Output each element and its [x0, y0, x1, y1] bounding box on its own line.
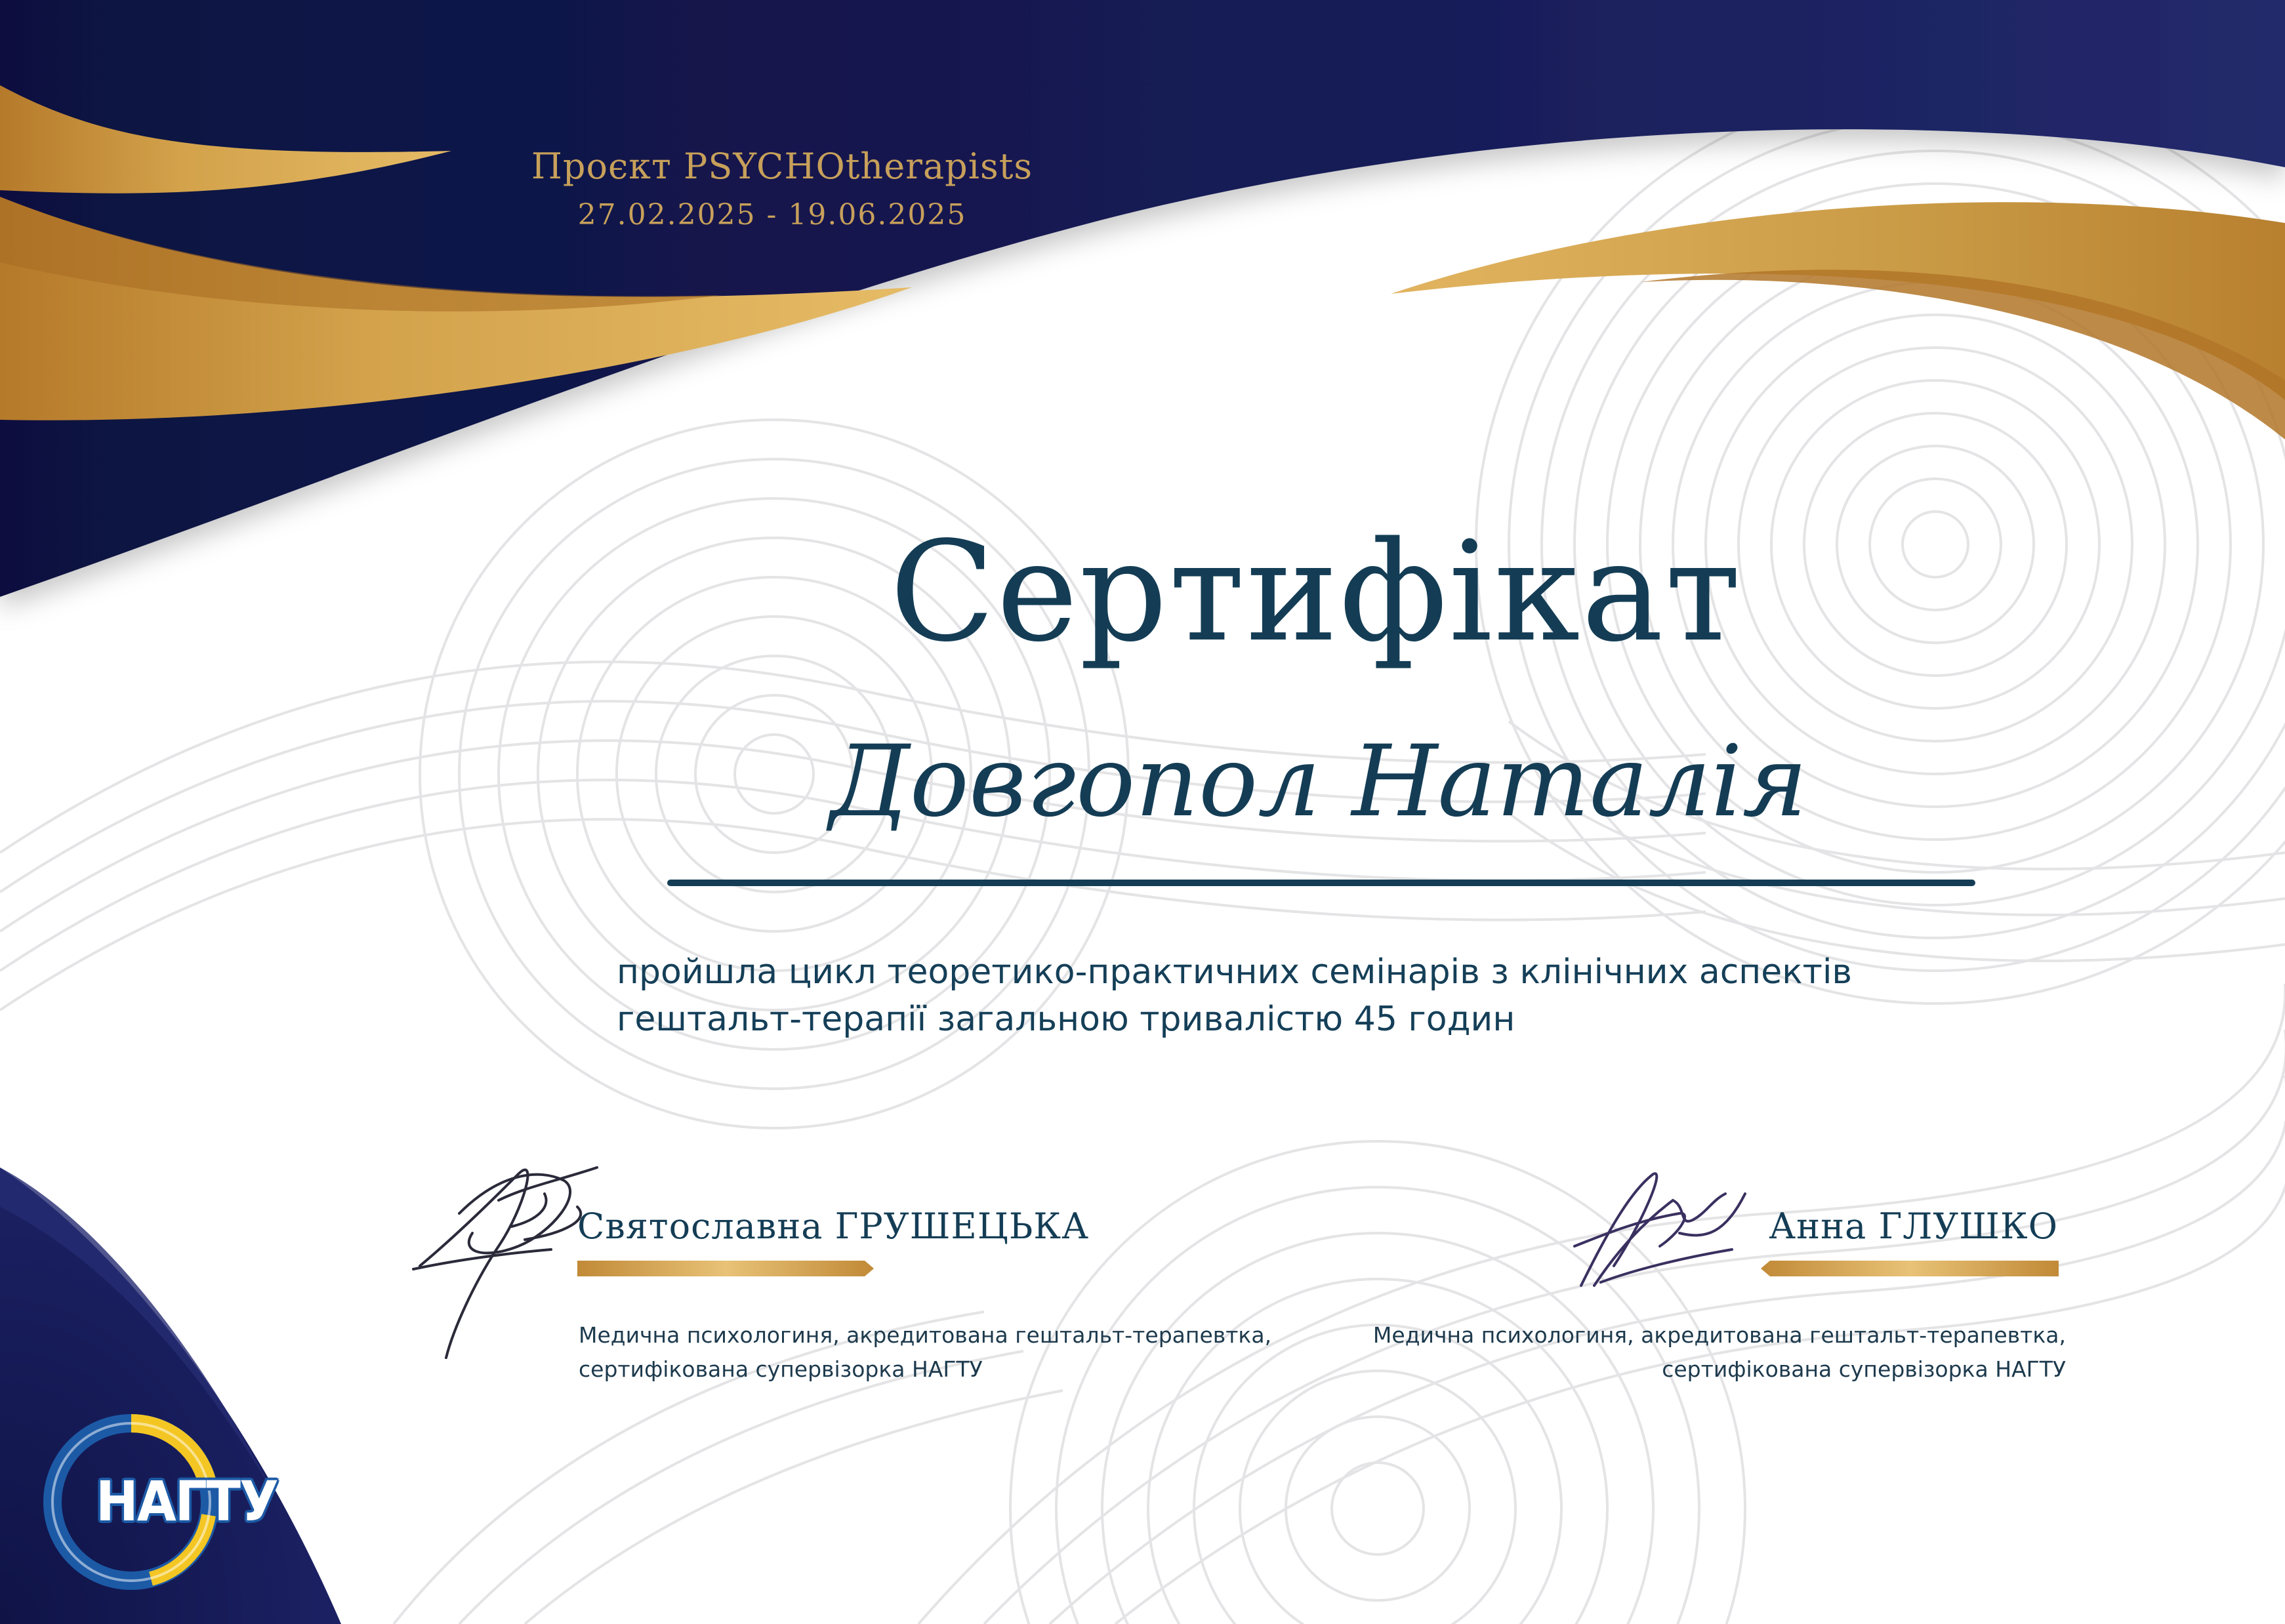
- right-name-ribbon: [1761, 1261, 2059, 1276]
- signature-right: [1575, 1173, 1745, 1286]
- signatory-left-role: [579, 1318, 1271, 1387]
- signature-left: [413, 1167, 597, 1358]
- certificate-title: Сертифікат: [890, 512, 1742, 672]
- signatory-left-name: Святославна ГРУШЕЦЬКА: [577, 1206, 1089, 1247]
- description-line-2: гештальт-терапії загальною тривалістю 45 годин: [617, 1000, 1515, 1039]
- description-line-1: пройшла цикл теоретико-практичних семінарів з клінічних аспектів: [617, 952, 1853, 992]
- signatory-right-role: [1373, 1318, 2066, 1387]
- signatory-right-role-line-2: сертифікована супервізорка НАГТУ: [1662, 1356, 2066, 1382]
- signatory-right-role-line-1: Медична психологиня, акредитована гештальт-терапевтка,: [1372, 1322, 2066, 1348]
- left-name-ribbon: [577, 1261, 874, 1276]
- recipient-underline: [667, 880, 1975, 886]
- nagtu-logo-text: НАГТУ: [96, 1469, 278, 1533]
- certificate-description: [617, 948, 1852, 1043]
- project-dates: 27.02.2025 - 19.06.2025: [577, 198, 967, 232]
- signatory-left-role-line-1: Медична психологиня, акредитована гештальт-терапевтка,: [579, 1322, 1272, 1348]
- project-title: Проєкт PSYCHOtherapists: [531, 146, 1033, 187]
- recipient-name: Довгопол Наталія: [829, 725, 1808, 839]
- signatory-right-name: Анна ГЛУШКО: [1769, 1206, 2058, 1247]
- signatory-left-role-line-2: сертифікована супервізорка НАГТУ: [579, 1356, 983, 1382]
